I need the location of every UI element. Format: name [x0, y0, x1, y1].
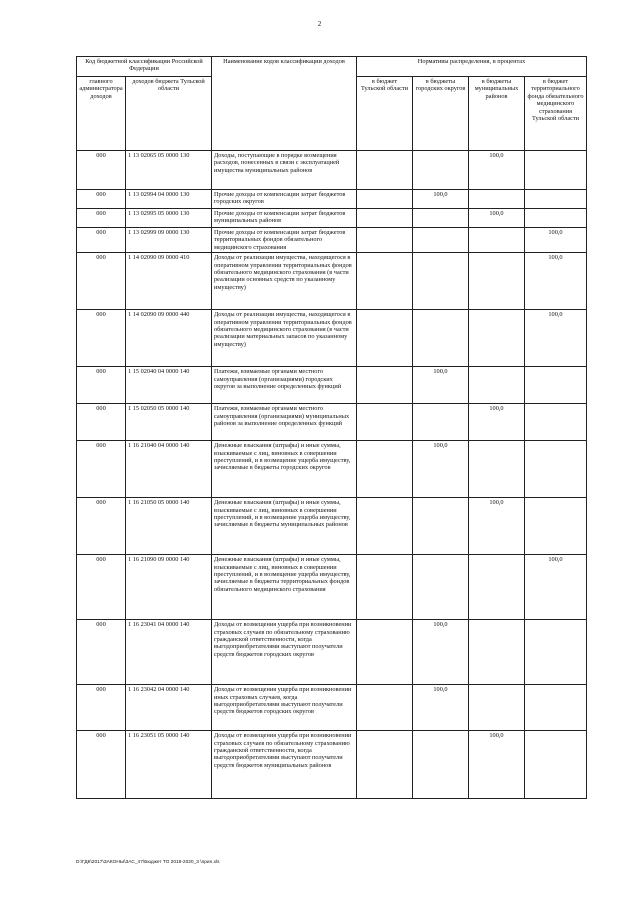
header-city: в бюджеты городских округов [413, 77, 469, 151]
cell-regional [357, 555, 413, 620]
cell-name: Доходы от возмещения ущерба при возникновении иных страховых случаев, когда выгодоприобретателями выступают получатели средств бюджетов городских округов [212, 685, 357, 731]
cell-admin: 000 [77, 685, 126, 731]
cell-municipal [469, 367, 525, 404]
page-number: 2 [317, 20, 322, 28]
table-row [77, 367, 587, 404]
cell-tfoms [525, 685, 587, 731]
cell-name: Денежные взыскания (штрафы) и иные суммы, взыскиваемые с лиц, виновных в совершении преступлений, и в возмещение ущерба имуществу, зачисляемые в бюджеты муниципальных районов [212, 498, 357, 555]
table-row [77, 555, 587, 620]
cell-admin: 000 [77, 310, 126, 367]
cell-city [413, 404, 469, 441]
cell-kbk: 1 16 23041 04 0000 140 [126, 620, 212, 685]
cell-municipal [469, 685, 525, 731]
cell-regional [357, 441, 413, 498]
cell-regional [357, 151, 413, 190]
cell-city: 100,0 [413, 685, 469, 731]
cell-tfoms: 100,0 [525, 228, 587, 253]
cell-admin: 000 [77, 620, 126, 685]
cell-kbk: 1 13 02995 05 0000 130 [126, 209, 212, 228]
cell-admin: 000 [77, 253, 126, 310]
header-kbk: доходов бюджета Тульской области [126, 77, 212, 151]
cell-tfoms: 100,0 [525, 310, 587, 367]
cell-municipal: 100,0 [469, 209, 525, 228]
cell-city: 100,0 [413, 190, 469, 209]
cell-city [413, 555, 469, 620]
cell-municipal [469, 555, 525, 620]
cell-regional [357, 731, 413, 799]
cell-name: Прочие доходы от компенсации затрат бюджетов городских округов [212, 190, 357, 209]
table-row [77, 228, 587, 253]
cell-regional [357, 228, 413, 253]
cell-tfoms: 100,0 [525, 253, 587, 310]
table-row [77, 731, 587, 799]
cell-municipal [469, 253, 525, 310]
cell-tfoms [525, 367, 587, 404]
cell-admin: 000 [77, 151, 126, 190]
table-row [77, 685, 587, 731]
cell-admin: 000 [77, 555, 126, 620]
cell-admin: 000 [77, 190, 126, 209]
cell-admin: 000 [77, 498, 126, 555]
cell-kbk: 1 16 21090 09 0000 140 [126, 555, 212, 620]
budget-classification-table [76, 56, 587, 799]
file-path-footer: D:\ГДК\2017\ЗАКОНЫ\ЗАС_47\Бюджет ТО 2018-2020_3 \прил.xls [76, 860, 220, 865]
cell-tfoms [525, 190, 587, 209]
cell-regional [357, 209, 413, 228]
cell-kbk: 1 13 02994 04 0000 130 [126, 190, 212, 209]
cell-city [413, 310, 469, 367]
cell-tfoms [525, 404, 587, 441]
header-norms: Нормативы распределения, в процентах [357, 57, 587, 77]
cell-tfoms [525, 209, 587, 228]
cell-city [413, 731, 469, 799]
cell-admin: 000 [77, 404, 126, 441]
cell-city [413, 253, 469, 310]
table-row [77, 441, 587, 498]
table-row [77, 190, 587, 209]
cell-name: Доходы от реализации имущества, находящегося в оперативном управлении территориальных фондов обязательного медицинского страхования (в части реализации материальных запасов по указанному имуществу) [212, 310, 357, 367]
table-row [77, 498, 587, 555]
table-body [77, 151, 587, 799]
cell-kbk: 1 16 21040 04 0000 140 [126, 441, 212, 498]
table-row [77, 404, 587, 441]
cell-regional [357, 367, 413, 404]
cell-admin: 000 [77, 731, 126, 799]
cell-name: Прочие доходы от компенсации затрат бюджетов муниципальных районов [212, 209, 357, 228]
cell-regional [357, 404, 413, 441]
cell-kbk: 1 13 02999 09 0000 130 [126, 228, 212, 253]
table-header [77, 57, 587, 151]
cell-admin: 000 [77, 228, 126, 253]
table-row [77, 310, 587, 367]
cell-name: Платежи, взимаемые органами местного самоуправления (организациями) городских округов за выполнение определенных функций [212, 367, 357, 404]
cell-municipal [469, 310, 525, 367]
cell-kbk: 1 15 02050 05 0000 140 [126, 404, 212, 441]
cell-admin: 000 [77, 209, 126, 228]
header-name: Наименование кодов классификации доходов [212, 57, 357, 151]
cell-name: Платежи, взимаемые органами местного самоуправления (организациями) муниципальных районов за выполнение определенных функций [212, 404, 357, 441]
cell-municipal [469, 190, 525, 209]
cell-tfoms [525, 151, 587, 190]
cell-municipal [469, 620, 525, 685]
cell-kbk: 1 16 23042 04 0000 140 [126, 685, 212, 731]
cell-city [413, 228, 469, 253]
table-row [77, 253, 587, 310]
cell-tfoms [525, 498, 587, 555]
cell-municipal: 100,0 [469, 151, 525, 190]
header-regional: в бюджет Тульской области [357, 77, 413, 151]
cell-name: Доходы, поступающие в порядке возмещения расходов, понесенных в связи с эксплуатацией имущества муниципальных районов [212, 151, 357, 190]
cell-municipal: 100,0 [469, 404, 525, 441]
cell-regional [357, 685, 413, 731]
table-row [77, 151, 587, 190]
cell-admin: 000 [77, 441, 126, 498]
cell-municipal: 100,0 [469, 498, 525, 555]
cell-name: Денежные взыскания (штрафы) и иные суммы, взыскиваемые с лиц, виновных в совершении преступлений, и в возмещение ущерба имуществу, зачисляемые в бюджеты территориальных фондов обязательного медицинского страхования [212, 555, 357, 620]
table-row [77, 209, 587, 228]
cell-tfoms [525, 441, 587, 498]
cell-kbk: 1 15 02040 04 0000 140 [126, 367, 212, 404]
cell-tfoms: 100,0 [525, 555, 587, 620]
cell-city: 100,0 [413, 620, 469, 685]
cell-kbk: 1 14 02090 09 0000 410 [126, 253, 212, 310]
cell-kbk: 1 13 02065 05 0000 130 [126, 151, 212, 190]
cell-kbk: 1 16 23051 05 0000 140 [126, 731, 212, 799]
cell-admin: 000 [77, 367, 126, 404]
cell-regional [357, 620, 413, 685]
cell-city [413, 151, 469, 190]
header-tfoms: в бюджет территориального фонда обязательного медицинского страхования Тульской области [525, 77, 587, 151]
cell-regional [357, 310, 413, 367]
header-kbk-group: Код бюджетной классификации Российской Федерации [77, 57, 212, 77]
cell-name: Доходы от возмещения ущерба при возникновении страховых случаев по обязательному страхованию гражданской ответственности, когда выгодоприобретателями выступают получатели средств бюджетов городских округов [212, 620, 357, 685]
header-admin: главного администратора доходов [77, 77, 126, 151]
cell-name: Денежные взыскания (штрафы) и иные суммы, взыскиваемые с лиц, виновных в совершении преступлений, и в возмещение ущерба имуществу, зачисляемые в бюджеты городских округов [212, 441, 357, 498]
cell-city [413, 209, 469, 228]
cell-kbk: 1 16 21050 05 0000 140 [126, 498, 212, 555]
cell-city [413, 498, 469, 555]
cell-city: 100,0 [413, 367, 469, 404]
cell-name: Доходы от возмещения ущерба при возникновении страховых случаев по обязательному страхованию гражданской ответственности, когда выгодоприобретателями выступают получатели средств бюджетов муниципальных районов [212, 731, 357, 799]
cell-name: Доходы от реализации имущества, находящегося в оперативном управлении территориальных фондов обязательного медицинского страхования (в части реализации основных средств по указанному имуществу) [212, 253, 357, 310]
cell-name: Прочие доходы от компенсации затрат бюджетов территориальных фондов обязательного медицинского страхования [212, 228, 357, 253]
table-row [77, 620, 587, 685]
cell-regional [357, 498, 413, 555]
cell-city: 100,0 [413, 441, 469, 498]
cell-kbk: 1 14 02090 09 0000 440 [126, 310, 212, 367]
cell-regional [357, 190, 413, 209]
cell-regional [357, 253, 413, 310]
cell-municipal [469, 441, 525, 498]
cell-tfoms [525, 620, 587, 685]
cell-tfoms [525, 731, 587, 799]
header-municipal: в бюджеты муниципальных районов [469, 77, 525, 151]
cell-municipal [469, 228, 525, 253]
cell-municipal: 100,0 [469, 731, 525, 799]
